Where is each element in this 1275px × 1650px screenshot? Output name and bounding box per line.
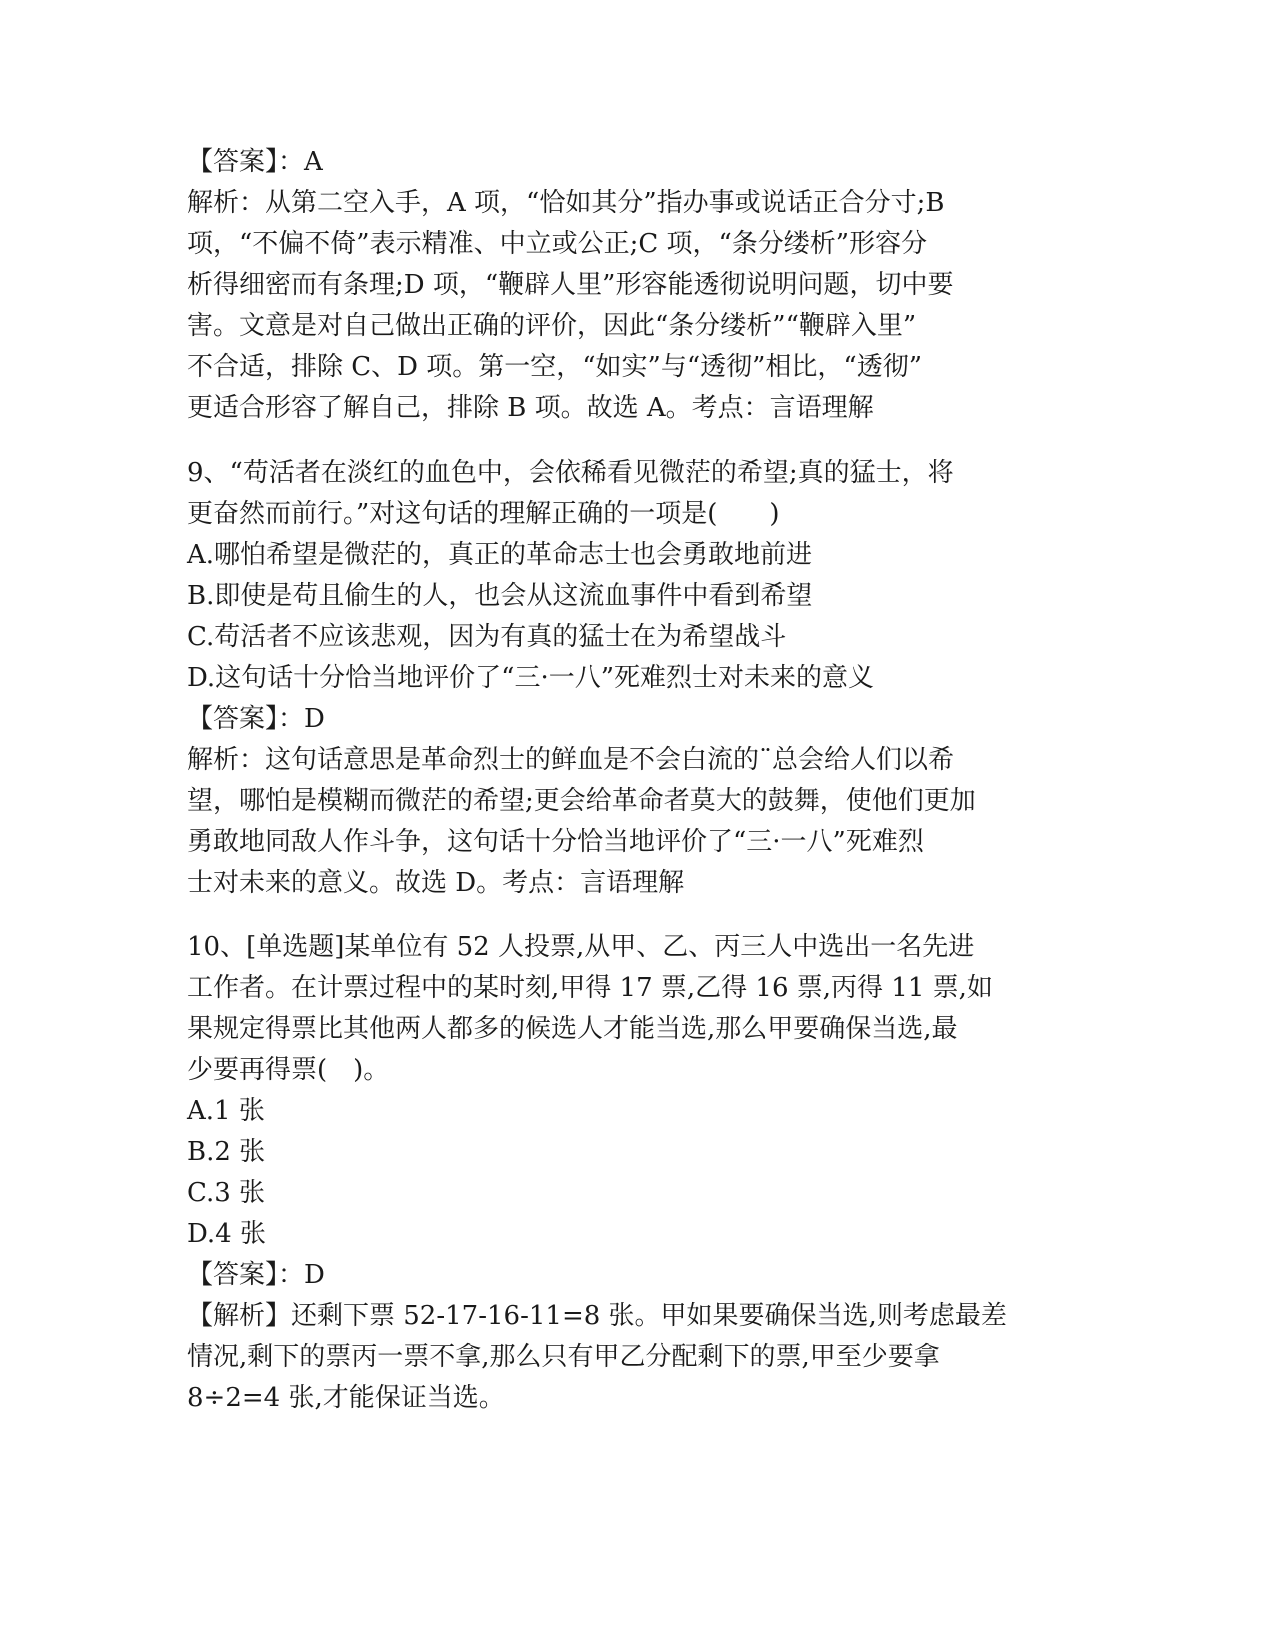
q8-analysis-line: 更适合形容了解自己，排除 B 项。故选 A。考点：言语理解: [187, 393, 874, 423]
q9-analysis-line: 望，哪怕是模糊而微茫的希望;更会给革命者莫大的鼓舞，使他们更加: [187, 786, 976, 816]
q10-option-c: C.3 张: [187, 1178, 266, 1208]
q10-option-d: D.4 张: [187, 1219, 266, 1249]
q10-stem-line: 工作者。在计票过程中的某时刻,甲得 17 票,乙得 16 票,丙得 11 票,如: [187, 973, 993, 1003]
q9-analysis-line: 勇敢地同敌人作斗争，这句话十分恰当地评价了“三·一八”死难烈: [187, 827, 924, 857]
q8-analysis-line: 害。文意是对自己做出正确的评价，因此“条分缕析”“鞭辟入里”: [187, 311, 917, 341]
q9-stem-line: 更奋然而前行。”对这句话的理解正确的一项是( ): [187, 499, 780, 529]
q9-option-c: C.苟活者不应该悲观，因为有真的猛士在为希望战斗: [187, 622, 787, 652]
q10-stem-line: 少要再得票( )。: [187, 1055, 390, 1085]
q9-analysis-line: 解析：这句话意思是革命烈士的鲜血是不会白流的¨总会给人们以希: [187, 745, 955, 775]
q10-option-b: B.2 张: [187, 1137, 266, 1167]
q9-option-d: D.这句话十分恰当地评价了“三·一八”死难烈士对未来的意义: [187, 663, 875, 693]
q9-stem-line: 9、“苟活者在淡红的血色中，会依稀看见微茫的希望;真的猛士，将: [187, 458, 954, 488]
q10-option-a: A.1 张: [187, 1096, 265, 1126]
q8-analysis-line: 解析：从第二空入手，A 项，“恰如其分”指办事或说话正合分寸;B: [187, 188, 945, 218]
q10-analysis-line: 8÷2=4 张,才能保证当选。: [187, 1383, 505, 1413]
q10-analysis-line: 情况,剩下的票丙一票不拿,那么只有甲乙分配剩下的票,甲至少要拿: [187, 1342, 940, 1372]
q8-analysis-line: 项，“不偏不倚”表示精准、中立或公正;C 项，“条分缕析”形容分: [187, 229, 928, 259]
q10-analysis-line: 【解析】还剩下票 52-17-16-11=8 张。甲如果要确保当选,则考虑最差: [187, 1301, 1007, 1331]
q8-analysis-line: 析得细密而有条理;D 项，“鞭辟人里”形容能透彻说明问题，切中要: [187, 270, 954, 300]
q10-stem-line: 果规定得票比其他两人都多的候选人才能当选,那么甲要确保当选,最: [187, 1014, 958, 1044]
q9-option-b: B.即使是苟且偷生的人，也会从这流血事件中看到希望: [187, 581, 813, 611]
q8-analysis-line: 不合适，排除 C、D 项。第一空，“如实”与“透彻”相比，“透彻”: [187, 352, 923, 382]
q10-stem-line: 10、[单选题]某单位有 52 人投票,从甲、乙、丙三人中选出一名先进: [187, 932, 975, 962]
q10-answer: 【答案】：D: [187, 1260, 325, 1290]
q9-option-a: A.哪怕希望是微茫的，真正的革命志士也会勇敢地前进: [187, 540, 813, 570]
q9-analysis-line: 士对未来的意义。故选 D。考点：言语理解: [187, 868, 685, 898]
q9-answer: 【答案】：D: [187, 704, 325, 734]
q8-answer: 【答案】：A: [187, 147, 323, 177]
